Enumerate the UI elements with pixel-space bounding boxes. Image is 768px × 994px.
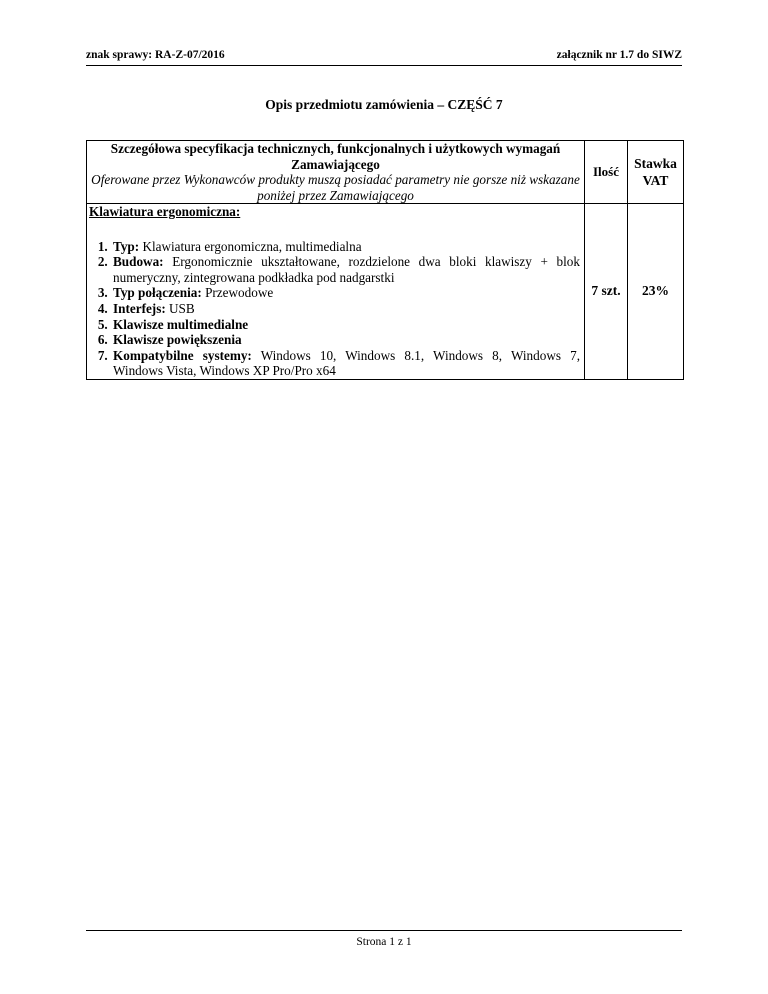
quantity-value: 7 szt.	[585, 204, 628, 380]
case-number: znak sprawy: RA-Z-07/2016	[86, 49, 225, 61]
vat-header-line2: VAT	[642, 173, 669, 188]
spec-header-note: Oferowane przez Wykonawców produkty muszą posiadać parametry nie gorsze niż wskazane poniżej przez Zamawiającego	[91, 172, 580, 203]
vat-header-line1: Stawka	[634, 156, 677, 171]
attachment-number: załącznik nr 1.7 do SIWZ	[556, 49, 682, 61]
section-title: Klawiatura ergonomiczna:	[89, 204, 241, 219]
page-footer	[86, 930, 682, 948]
page-number: Strona 1 z 1	[356, 936, 412, 948]
list-item: 4. Interfejs: USB	[111, 301, 580, 317]
spec-list	[89, 239, 580, 379]
vat-header	[628, 141, 684, 204]
table-header-row	[87, 141, 684, 204]
list-item: 1. Typ: Klawiatura ergonomiczna, multimedialna	[111, 239, 580, 255]
list-item: 5. Klawisze multimedialne	[111, 317, 580, 333]
vat-value: 23%	[628, 204, 684, 380]
list-item: 6. Klawisze powiększenia	[111, 332, 580, 348]
table-row	[87, 204, 684, 380]
quantity-header: Ilość	[585, 141, 628, 204]
spec-header-line1: Szczegółowa specyfikacja technicznych, funkcjonalnych i użytkowych wymagań	[110, 141, 561, 156]
spec-body-cell	[87, 204, 585, 380]
spec-header-cell	[87, 141, 585, 204]
list-item: 3. Typ połączenia: Przewodowe	[111, 285, 580, 301]
list-item: 7. Kompatybilne systemy: Windows 10, Windows 8.1, Windows 8, Windows 7, Windows Vista, Windows XP Pro/Pro x64	[111, 348, 580, 379]
page-header	[86, 49, 682, 66]
specification-table	[86, 140, 684, 380]
document-title: Opis przedmiotu zamówienia – CZĘŚĆ 7	[265, 97, 503, 112]
spec-header-line2: Zamawiającego	[291, 156, 380, 172]
list-item: 2. Budowa: Ergonomicznie ukształtowane, rozdzielone dwa bloki klawiszy + blok numeryczny, zintegrowana podkładka pod nadgarstki	[111, 254, 580, 285]
